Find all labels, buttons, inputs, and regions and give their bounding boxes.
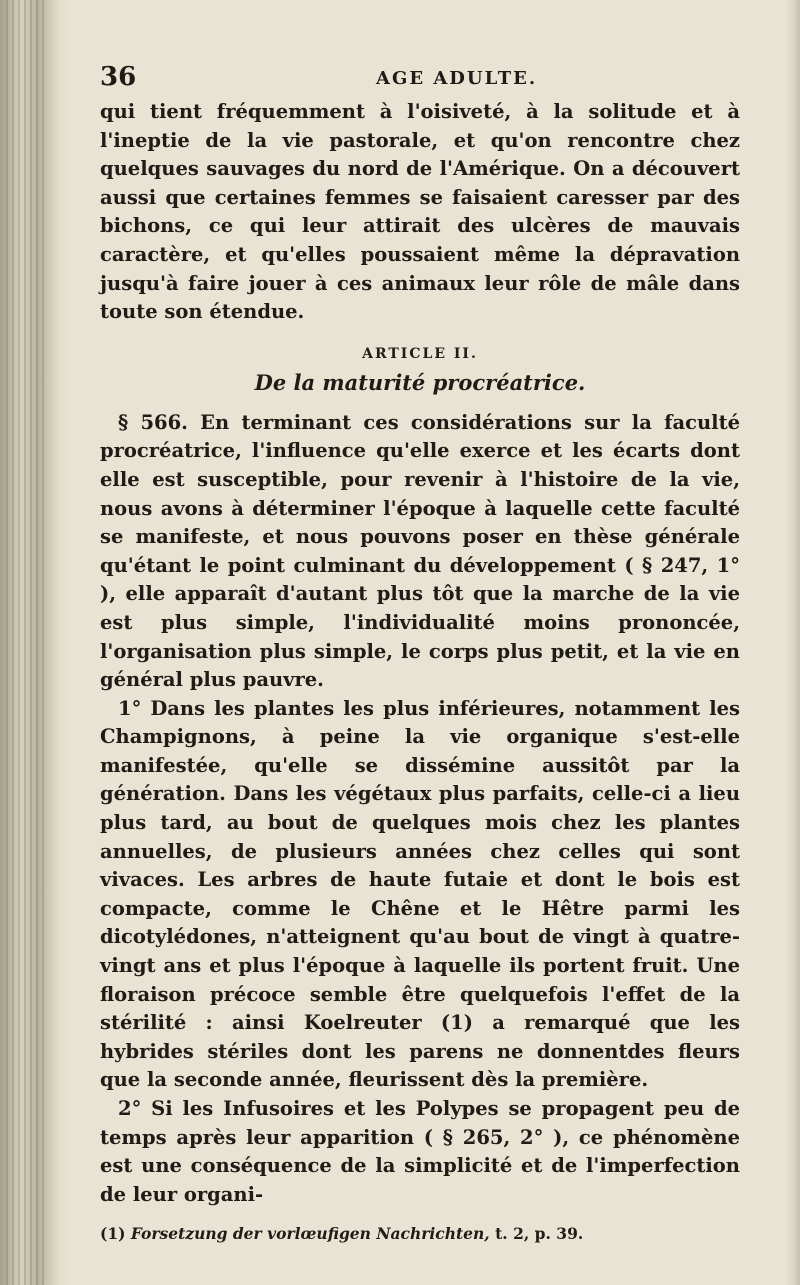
footnote-marker: (1): [100, 1224, 126, 1244]
section-point-2: 2° Si les Infusoires et les Polypes se propagent peu de temps après leur apparition ( § 265, 2° ), ce phénomène est une conséquence de la simplicité et de l'imperfection de leur organi-: [100, 1097, 740, 1206]
running-title: AGE ADULTE.: [376, 68, 538, 89]
footnote-ref: t. 2, p. 39.: [495, 1224, 584, 1244]
page-edge-shadow: [786, 0, 800, 1285]
article-label: ARTICLE II.: [362, 345, 478, 362]
article-title: De la maturité procréatrice.: [254, 369, 586, 395]
footnote: [100, 1223, 740, 1245]
running-head: [100, 58, 740, 98]
paragraph-continued: qui tient fréquemment à l'oisiveté, à la solitude et à l'ineptie de la vie pastorale, et qu'on rencontre chez quelques sauvages du nord de l'Amérique. On a découvert aussi que certaines femmes se faisaient caresser par des bichons, ce qui leur attirait des ulcères de mauvais caractère, et qu'elles poussaient même la dépravation jusqu'à faire jouer à ces animaux leur rôle de mâle dans toute son étendue.: [100, 100, 740, 324]
book-page: [100, 58, 740, 1245]
spine-texture: [6, 0, 46, 1285]
section-point-1: 1° Dans les plantes les plus inférieures, notamment les Champignons, à peine la vie organique s'est-elle manifestée, qu'elle se dissémine aussitôt par la génération. Dans les végétaux plus parfaits, celle-ci a lieu plus tard, au bout de quelques mois chez les plantes annuelles, de plusieurs années chez celles qui sont vivaces. Les arbres de haute futaie et dont le bois est compacte, comme le Chêne et le Hêtre parmi les dicotylédones, n'atteignent qu'au bout de vingt à quatre-vingt ans et plus l'époque à laquelle ils portent fruit. Une floraison précoce semble être quelquefois l'effet de la stérilité : ainsi Koelreuter (1) a remarqué que les hybrides stériles dont les parens ne donnentdes fleurs que la seconde année, fleurissent dès la première.: [100, 696, 740, 1092]
footnote-title: Forsetzung der vorlœufigen Nachrichten,: [130, 1224, 490, 1244]
page-number: 36: [100, 62, 137, 92]
section-566: § 566. En terminant ces considérations sur la faculté procréatrice, l'influence qu'elle exerce et les écarts dont elle est susceptible, pour revenir à l'histoire de la vie, nous avons à déterminer l'époque à laquelle cette faculté se manifeste, et nous pouvons poser en thèse générale qu'étant le point culminant du développement ( § 247, 1° ), elle apparaît d'autant plus tôt que la marche de la vie est plus simple, l'individualité moins prononcée, l'organisation plus simple, le corps plus petit, et la vie en général plus pauvre.: [100, 410, 740, 692]
